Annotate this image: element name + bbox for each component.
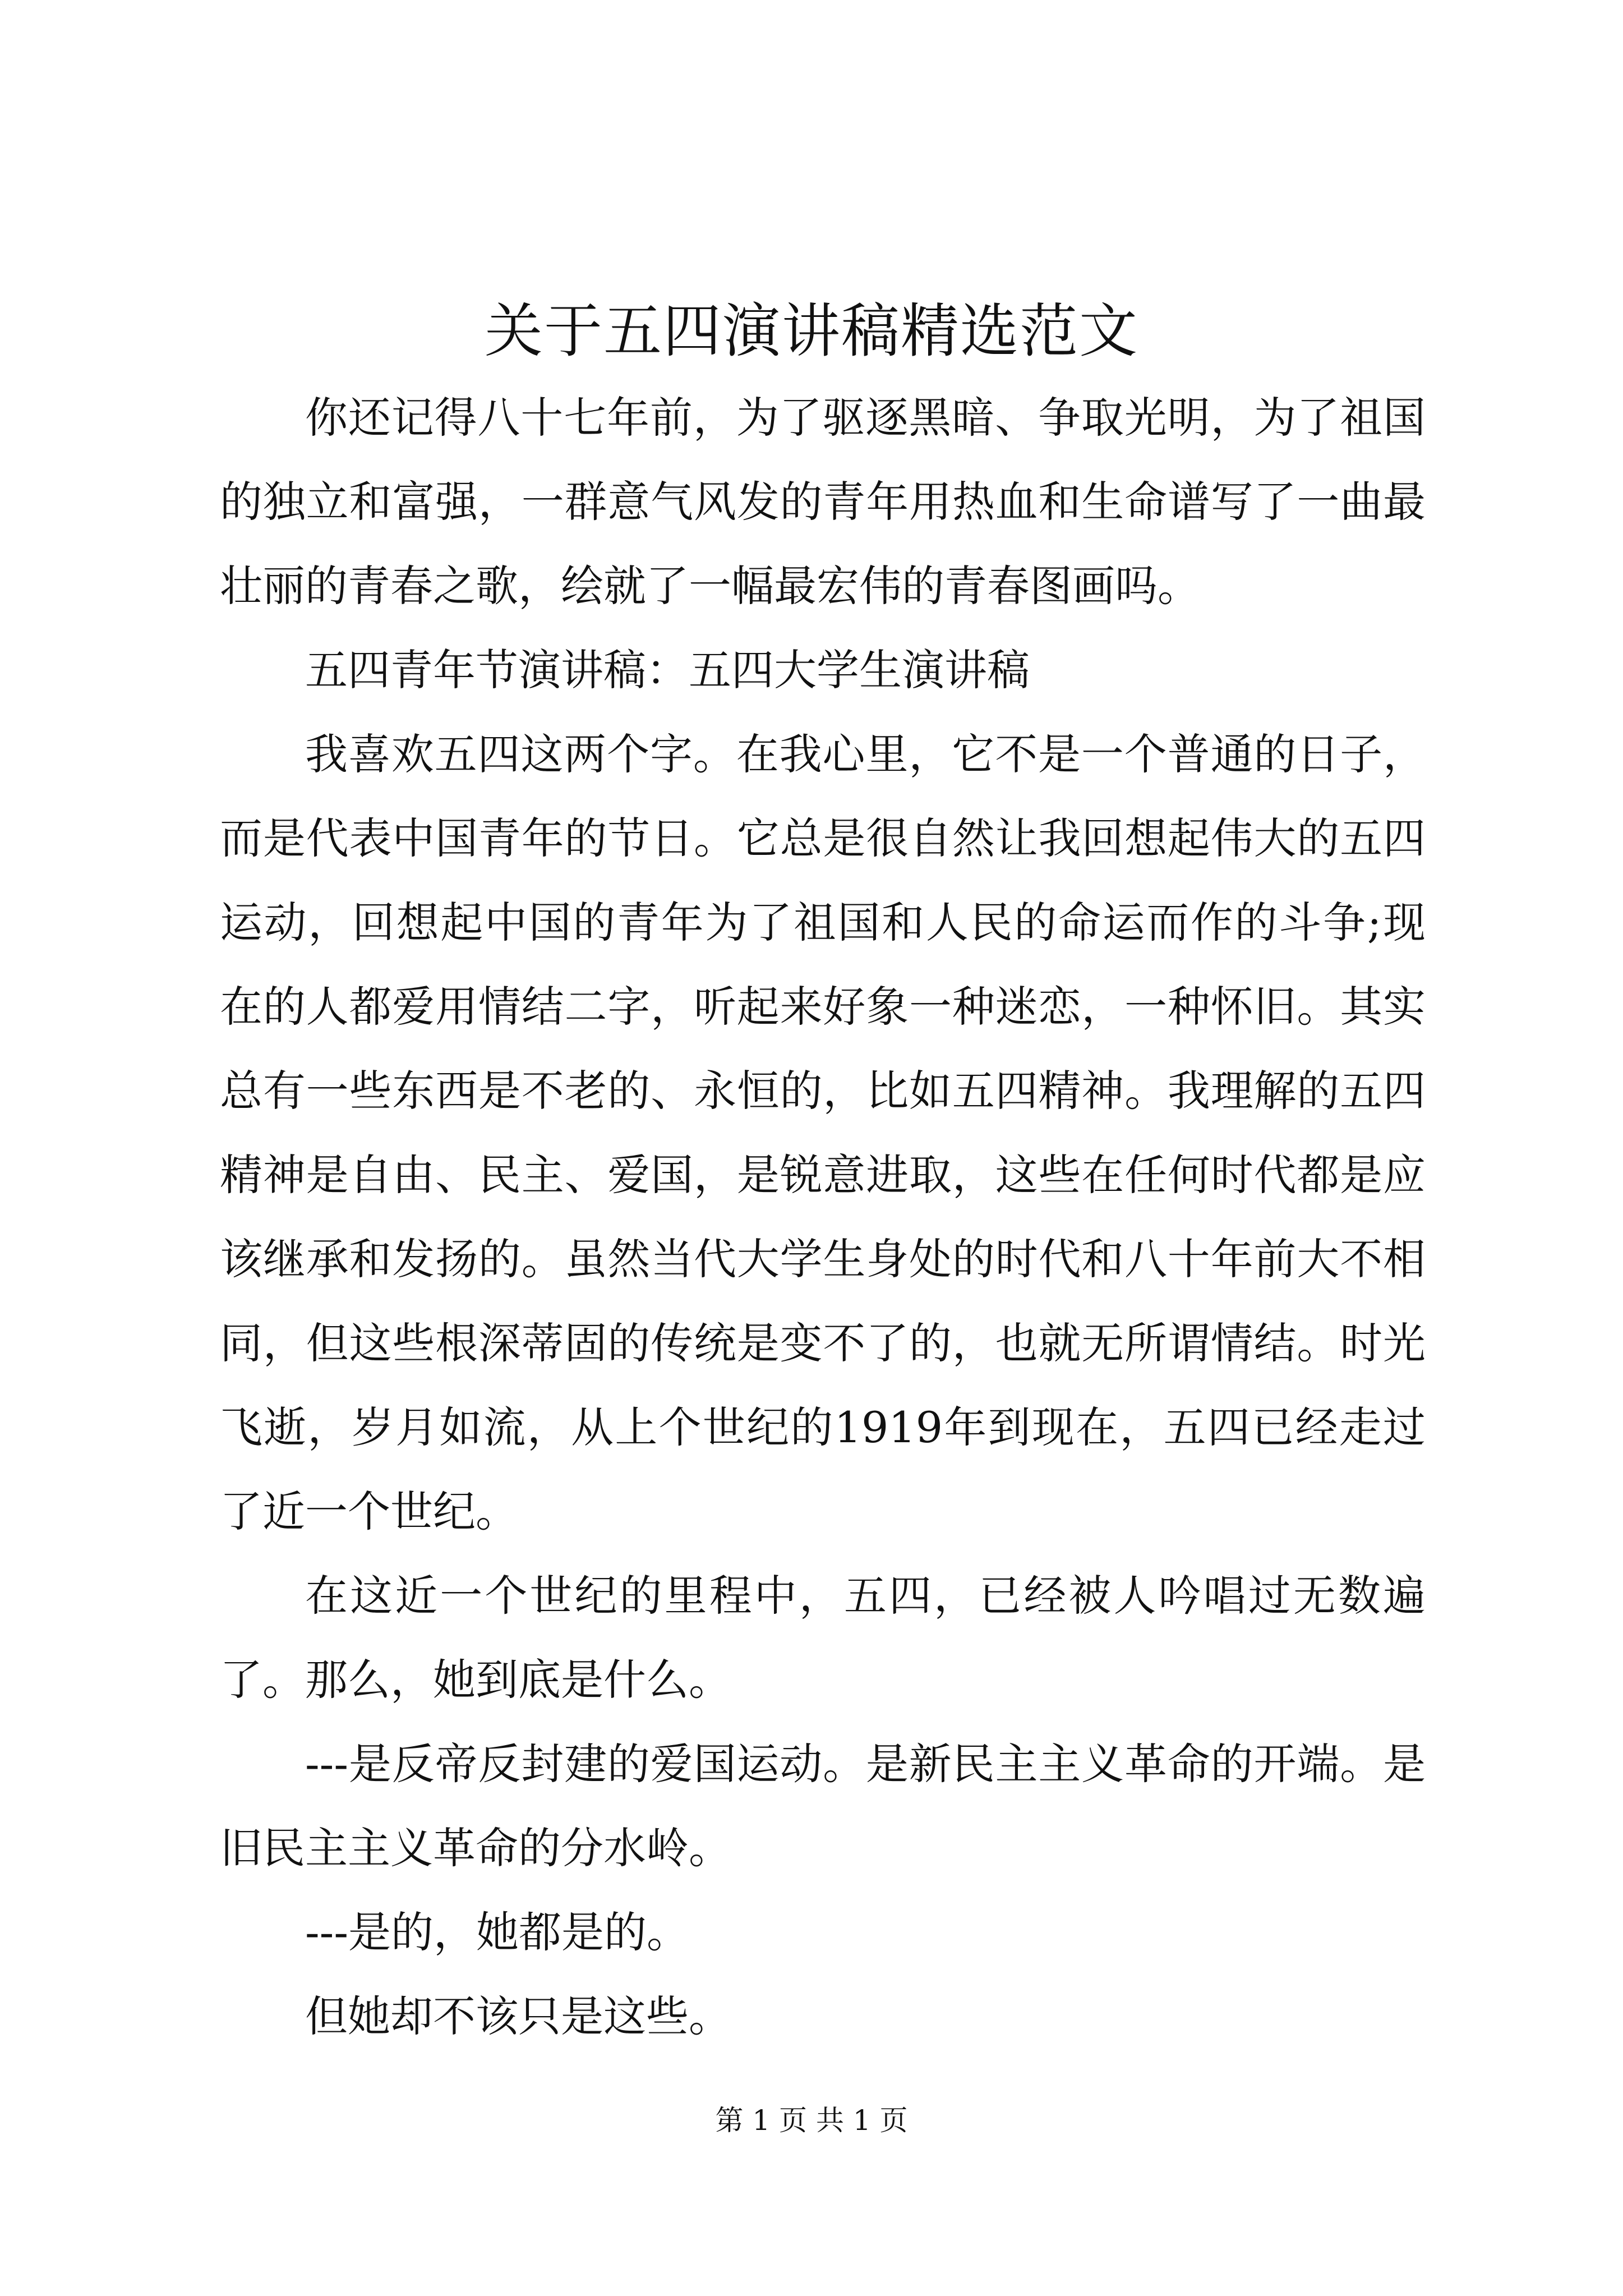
paragraph: 五四青年节演讲稿：五四大学生演讲稿 bbox=[305, 645, 1030, 695]
paragraph: ---是的，她都是的。 bbox=[305, 1907, 690, 1957]
document-title: 关于五四演讲稿精选范文 bbox=[484, 297, 1138, 365]
page-number-footer: 第 1 页 共 1 页 bbox=[715, 2104, 908, 2137]
paragraph: 你还记得八十七年前，为了驱逐黑暗、争取光明，为了祖国的独立和富强，一群意气风发的青年用热血和生命谱写了一曲最壮丽的青春之歌，绘就了一幅最宏伟的青春图画吗。 bbox=[220, 393, 1426, 611]
paragraph: 但她却不该只是这些。 bbox=[305, 1991, 731, 2041]
paragraph: 我喜欢五四这两个字。在我心里，它不是一个普通的日子，而是代表中国青年的节日。它总是很自然让我回想起伟大的五四运动，回想起中国的青年为了祖国和人民的命运而作的斗争;现在的人都爱用情结二字，听起来好象一种迷恋，一种怀旧。其实总有一些东西是不老的、永恒的，比如五四精神。我理解的五四精神是自由、民主、爱国，是锐意进取，这些在任何时代都是应该继承和发扬的。虽然当代大学生身处的时代和八十年前大不相同，但这些根深蒂固的传统是变不了的，也就无所谓情结。时光飞逝，岁月如流，从上个世纪的1919年到现在，五四已经走过了近一个世纪。 bbox=[220, 729, 1426, 1536]
paragraph: ---是反帝反封建的爱国运动。是新民主主义革命的开端。是旧民主主义革命的分水岭。 bbox=[220, 1739, 1426, 1873]
paragraph: 在这近一个世纪的里程中，五四，已经被人吟唱过无数遍了。那么，她到底是什么。 bbox=[220, 1571, 1426, 1705]
document-body bbox=[220, 376, 1426, 2059]
